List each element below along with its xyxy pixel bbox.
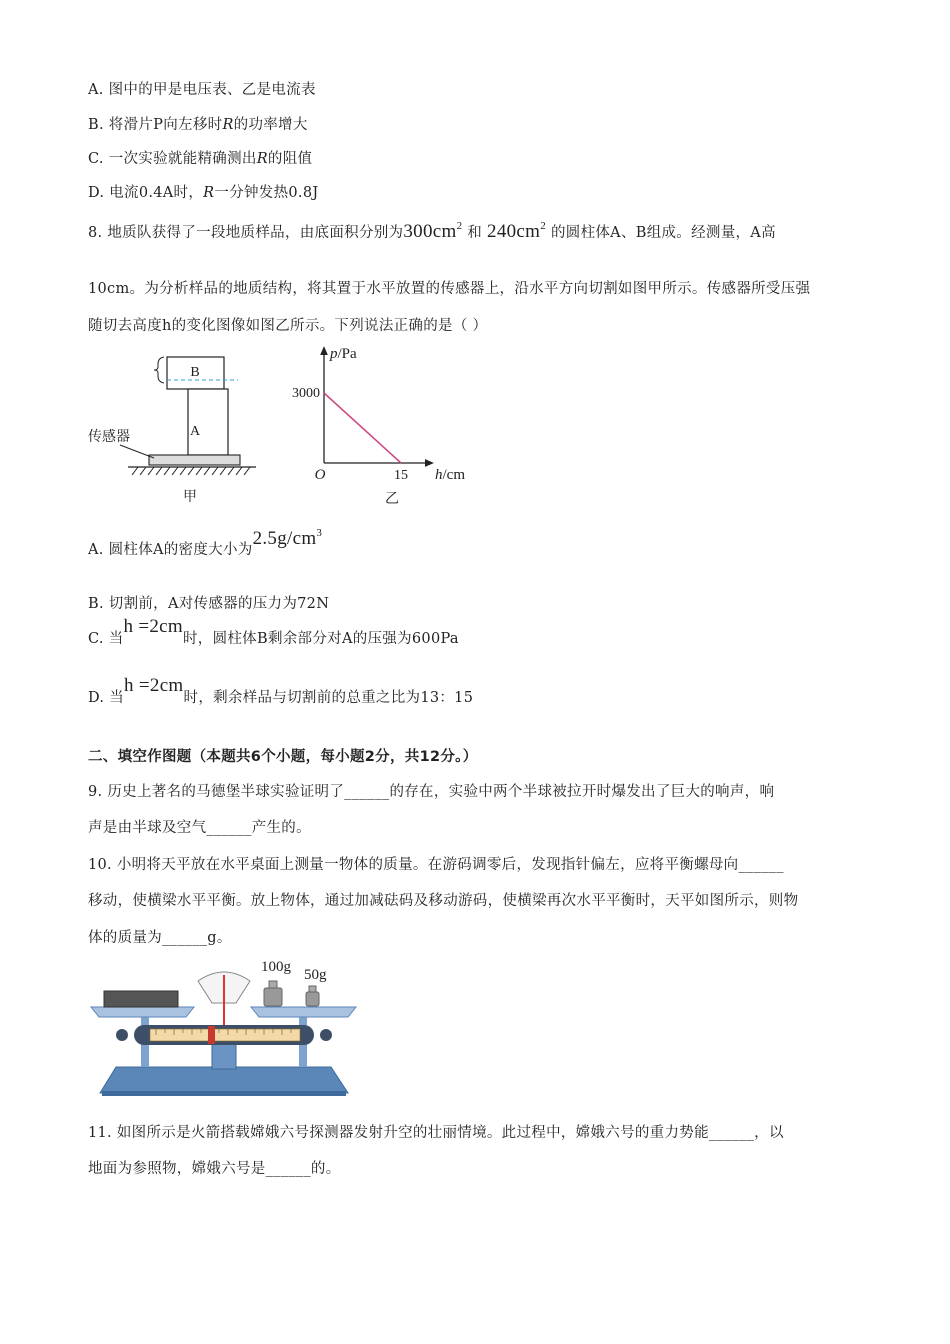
base bbox=[100, 1067, 348, 1093]
q10-line2: 移动，使横梁水平平衡。放上物体，通过加减砝码及移动游码，使横梁再次水平平衡时，天平如图所示，则物 bbox=[88, 893, 799, 909]
q8-stem-line1-pre: 8. 地质队获得了一段地质样品，由底面积分别为 bbox=[88, 225, 404, 241]
origin-label: O bbox=[314, 467, 326, 483]
q7-option-b-var: R bbox=[222, 117, 234, 133]
sensor-pointer bbox=[120, 445, 154, 458]
q8-area1: $300cm^2$ bbox=[403, 220, 463, 242]
y-tick-label: 3000 bbox=[292, 386, 320, 401]
q8-figure-jia-drawing bbox=[80, 345, 280, 510]
y-axis-label: p/Pa bbox=[330, 346, 357, 362]
object-block bbox=[104, 991, 178, 1007]
right-pan bbox=[251, 1007, 356, 1017]
label-b: B bbox=[190, 365, 200, 380]
q8-stem-line1-post: 的圆柱体A、B组成。经测量，A高 bbox=[550, 225, 776, 241]
q9-line2: 声是由半球及空气______产生的。 bbox=[88, 820, 311, 836]
q7-option-d-var: R bbox=[203, 185, 215, 201]
weight-50g-knob bbox=[309, 986, 316, 992]
q8-option-d bbox=[88, 675, 474, 708]
q7-option-d-post: 一分钟发热0.8J bbox=[214, 185, 319, 201]
right-balance-nut bbox=[320, 1029, 332, 1041]
q8-option-d-post: 时，剩余样品与切割前的总重之比为13：15 bbox=[183, 690, 474, 706]
label-a: A bbox=[189, 424, 201, 439]
pressure-line bbox=[324, 393, 401, 463]
left-pan bbox=[91, 1007, 194, 1017]
q7-option-d bbox=[88, 181, 318, 202]
q7-option-c-var: R bbox=[256, 151, 268, 167]
caption-yi: 乙 bbox=[385, 491, 399, 507]
q8-option-a-density: $2.5g/cm^3$ bbox=[252, 527, 323, 549]
sensor-label: 传感器 bbox=[88, 429, 130, 445]
q8-stem-line1 bbox=[88, 220, 776, 243]
weight-50g bbox=[306, 992, 319, 1006]
q8-option-c bbox=[88, 616, 459, 649]
q8-option-d-eq: h =2cm bbox=[124, 675, 184, 696]
q11-line2: 地面为参照物，嫦娥六号是______的。 bbox=[88, 1161, 341, 1177]
q8-option-c-post: 时，圆柱体B剩余部分对A的压强为600Pa bbox=[182, 631, 459, 647]
q7-option-c-post: 的阻值 bbox=[267, 151, 313, 167]
q8-option-b: B. 切割前，A对传感器的压力为72N bbox=[88, 596, 330, 612]
q8-option-c-pre: C. 当 bbox=[88, 631, 124, 647]
q9-line1: 9. 历史上著名的马德堡半球实验证明了______的存在，实验中两个半球被拉开时爆发出了巨大的响声，响 bbox=[88, 784, 775, 800]
q8-option-c-eq: h =2cm bbox=[123, 616, 183, 637]
q8-stem-line1-mid: 和 bbox=[467, 225, 483, 241]
x-tick-label: 15 bbox=[394, 468, 408, 483]
q8-option-d-pre: D. 当 bbox=[88, 690, 125, 706]
q7-option-b-pre: B. 将滑片P向左移时 bbox=[88, 117, 223, 133]
q7-option-c bbox=[88, 147, 312, 168]
q8-option-a bbox=[88, 527, 323, 560]
q8-stem-line3: 随切去高度h的变化图像如图乙所示。下列说法正确的是（ ） bbox=[88, 318, 488, 334]
cylinder-a bbox=[188, 389, 228, 455]
weight-100g bbox=[264, 988, 282, 1006]
balance-scale-image bbox=[86, 955, 361, 1100]
q8-area2: $240cm^2$ bbox=[487, 220, 547, 242]
q11-line1: 11. 如图所示是火箭搭载嫦娥六号探测器发射升空的壮丽情境。此过程中，嫦娥六号的重力势能______，以 bbox=[88, 1125, 784, 1141]
base-bottom bbox=[102, 1091, 346, 1096]
rider-scale bbox=[150, 1029, 300, 1041]
q7-option-b bbox=[88, 113, 308, 134]
weight-100g-knob bbox=[269, 981, 277, 988]
q7-option-d-pre: D. 电流0.4A时， bbox=[88, 185, 204, 201]
rider bbox=[208, 1026, 215, 1044]
q8-stem-line2: 10cm。为分析样品的地质结构，将其置于水平放置的传感器上，沿水平方向切割如图甲所示。传感器所受压强 bbox=[88, 281, 811, 297]
weight-100g-label: 100g bbox=[261, 959, 291, 975]
left-balance-nut bbox=[116, 1029, 128, 1041]
x-axis-label: h/cm bbox=[435, 467, 465, 483]
sensor-plate bbox=[149, 455, 240, 465]
q8-figure-yi bbox=[280, 340, 480, 510]
section2-heading: 二、填空作图题（本题共6个小题，每小题2分，共12分。） bbox=[88, 749, 478, 765]
caption-jia: 甲 bbox=[183, 489, 197, 505]
q10-line3: 体的质量为______g。 bbox=[88, 930, 232, 946]
weight-50g-label: 50g bbox=[304, 967, 327, 983]
q8-option-a-pre: A. 圆柱体A的密度大小为 bbox=[88, 542, 253, 558]
q7-option-c-pre: C. 一次实验就能精确测出 bbox=[88, 151, 257, 167]
q7-option-a: A. 图中的甲是电压表、乙是电流表 bbox=[88, 82, 316, 98]
cut-height-brace bbox=[154, 357, 164, 383]
ground-hatch bbox=[132, 467, 250, 475]
q7-option-b-post: 的功率增大 bbox=[233, 117, 308, 133]
q10-line1: 10. 小明将天平放在水平桌面上测量一物体的质量。在游码调零后，发现指针偏左，应将平衡螺母向______ bbox=[88, 857, 784, 873]
